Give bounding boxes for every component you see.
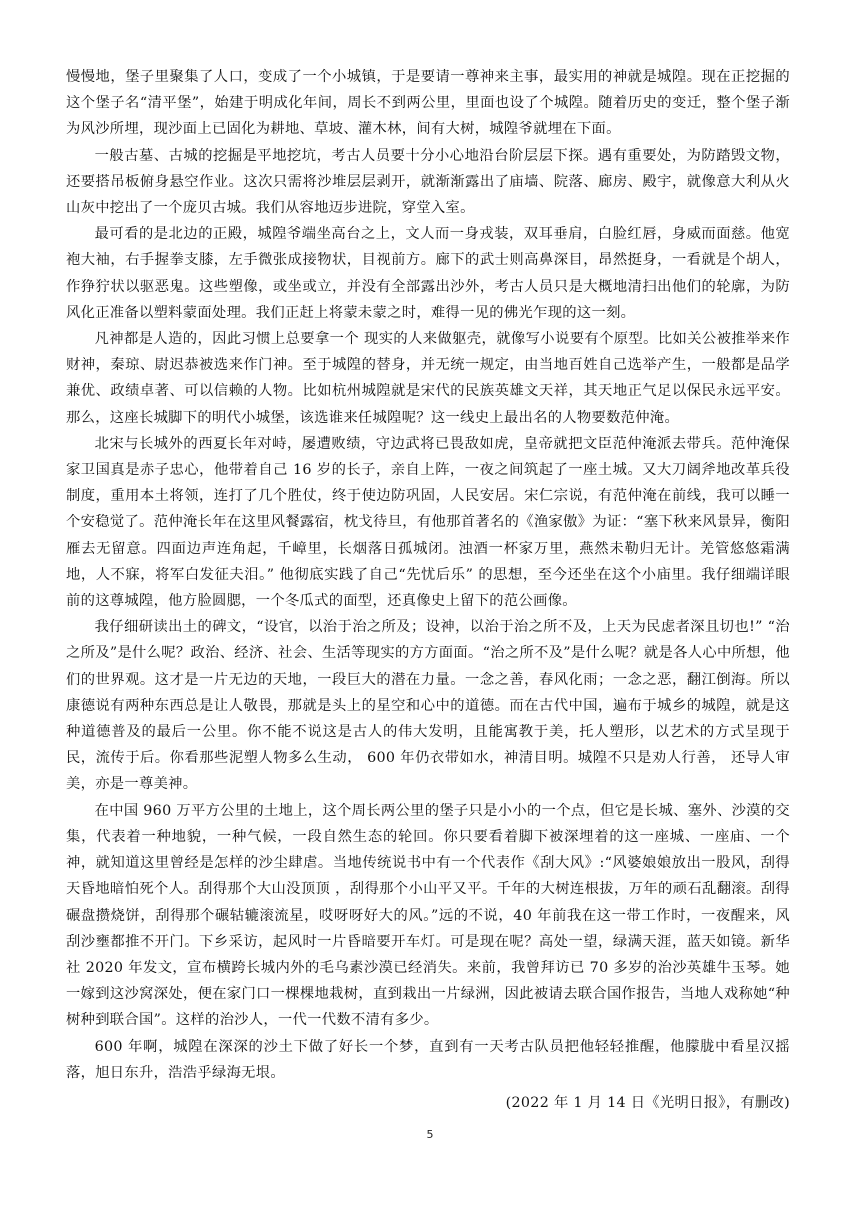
paragraph-8: 600 年啊，城隍在深深的沙土下做了好长一个梦，直到有一天考古队员把他轻轻推醒，他朦胧中看星汉摇落，旭日东升，浩浩乎绿海无垠。: [66, 1038, 790, 1081]
paragraph-1: 慢慢地，堡子里聚集了人口，变成了一个小城镇，于是要请一尊神来主事，最实用的神就是城隍。现在正挖掘的这个堡子名“清平堡”，始建于明成化年间，周长不到两公里，里面也设了个城隍。随着历史的变迁，整个堡子渐为风沙所埋，现沙面上已固化为耕地、草坡、灌木林，间有大树，城隍爷就埋在下面。: [66, 69, 790, 138]
paragraph-6: 我仔细研读出土的碑文，“设官，以治于治之所及；设神，以治于治之所不及，上天为民虑者深且切也!” “治之所及”是什么呢？政治、经济、社会、生活等现实的方方面面。“治之所不及”是什么呢？就是各人心中所想，他们的世界观。这才是一片无边的天地，一段巨大的潜在力量。一念之善，春风化雨；一念之恶，翻江倒海。所以康德说有两种东西总是让人敬畏，那就是头上的星空和心中的道德。而在古代中国，遍布于城乡的城隍，就是这种道德普及的最后一公里。你不能不说这是古人的伟大发明，且能寓教于美，托人塑形，以艺术的方式呈现于民，流传于后。你看那些泥塑人物多么生动， 600 年仍衣带如水，神清目明。城隍不只是劝人行善， 还导人审美，亦是一尊美神。: [66, 619, 790, 793]
paragraph-7: 在中国 960 万平方公里的土地上，这个周长两公里的堡子只是小小的一个点，但它是长城、塞外、沙漠的交集，代表着一种地貌，一种气候，一段自然生态的轮回。你只要看着脚下被深埋着的这一座城、一座庙、一个神，就知道这里曾经是怎样的沙尘肆虐。当地传统说书中有一个代表作《刮大风》:“风婆娘娘放出一股风，刮得天昏地暗怕死个人。刮得那个大山没顶顶 ，刮得那个小山平又平。千年的大树连根拔，万年的顽石乱翻滚。刮得碾盘攒烧饼，刮得那个碾轱辘滚流星，哎呀呀好大的风。”远的不说，40 年前我在这一带工作时，一夜醒来，风刮沙壅都推不开门。下乡采访，起风时一片昏暗要开车灯。可是现在呢？高处一望，绿满天涯，蓝天如镜。新华社 2020 年发文，宣布横跨长城内外的毛乌素沙漠已经消失。来前，我曾拜访已 70 多岁的治沙英雄牛玉琴。她一嫁到这沙窝深处，便在家门口一棵棵地栽树，直到栽出一片绿洲，因此被请去联合国作报告，当地人戏称她“种树种到联合国”。这样的治沙人，一代一代数不清有多少。: [66, 802, 790, 1029]
paragraph-4: 凡神都是人造的，因此习惯上总要拿一个 现实的人来做躯壳，就像写小说要有个原型。比如关公被推举来作财神，秦琼、尉迟恭被选来作门神。至于城隍的替身，并无统一规定，由当地百姓自己选举产生，一般都是品学兼优、政绩卓著、可以信赖的人物。比如杭州城隍就是宋代的民族英雄文天祥，其天地正气足以保民永远平安。那么，这座长城脚下的明代小城堡，该选谁来任城隍呢？这一线史上最出名的人物要数范仲淹。: [66, 331, 790, 426]
source-citation: (2022 年 1 月 14 日《光明日报》，有删改): [505, 1094, 790, 1111]
article: [66, 64, 790, 1116]
page-number: 5: [426, 1128, 434, 1141]
paragraph-2: 一般古墓、古城的挖掘是平地挖坑，考古人员要十分小心地沿台阶层层下探。遇有重要处，为防踏毁文物，还要搭吊板俯身悬空作业。这次只需将沙堆层层剥开，就渐渐露出了庙墙、院落、廊房、殿宇，就像意大利从火山灰中挖出了一个庞贝古城。我们从容地迈步进院，穿堂入室。: [66, 147, 790, 217]
paragraph-3: 最可看的是北边的正殿，城隍爷端坐高台之上，文人而一身戎装，双耳垂肩，白脸红唇，身威而面慈。他宽袍大袖，右手握拳支膝，左手微张成接物状，目视前方。廊下的武士则高鼻深目，昂然挺身，一看就是个胡人，作狰狞状以驱恶鬼。这些塑像，或坐或立，并没有全部露出沙外，考古人员只是大概地清扫出他们的轮廓，为防风化正准备以塑料蒙面处理。我们正赶上将蒙未蒙之时，难得一见的佛光乍现的这一刻。: [66, 226, 790, 321]
paragraph-5: 北宋与长城外的西夏长年对峙，屡遭败绩，守边武将已畏敌如虎，皇帝就把文臣范仲淹派去带兵。范仲淹保家卫国真是赤子忠心，他带着自己 16 岁的长子，亲自上阵，一夜之间筑起了一座土城。又大刀阔斧地改革兵役制度，重用本土将领，连打了几个胜仗，终于使边防巩固，人民安居。宋仁宗说，有范仲淹在前线，我可以睡一个安稳觉了。范仲淹长年在这里风餐露宿，枕戈待旦，有他那首著名的《渔家傲》为证：“塞下秋来风景异，衡阳雁去无留意。四面边声连角起，千嶂里，长烟落日孤城闭。浊酒一杯家万里，燕然未勒归无计。羌管悠悠霜满地，人不寐，将军白发征夫泪。” 他彻底实践了自己“先忧后乐” 的思想，至今还坐在这个小庙里。我仔细端详眼前的这尊城隍，他方脸圆腮，一个冬瓜式的面型，还真像史上留下的范公画像。: [66, 435, 790, 610]
